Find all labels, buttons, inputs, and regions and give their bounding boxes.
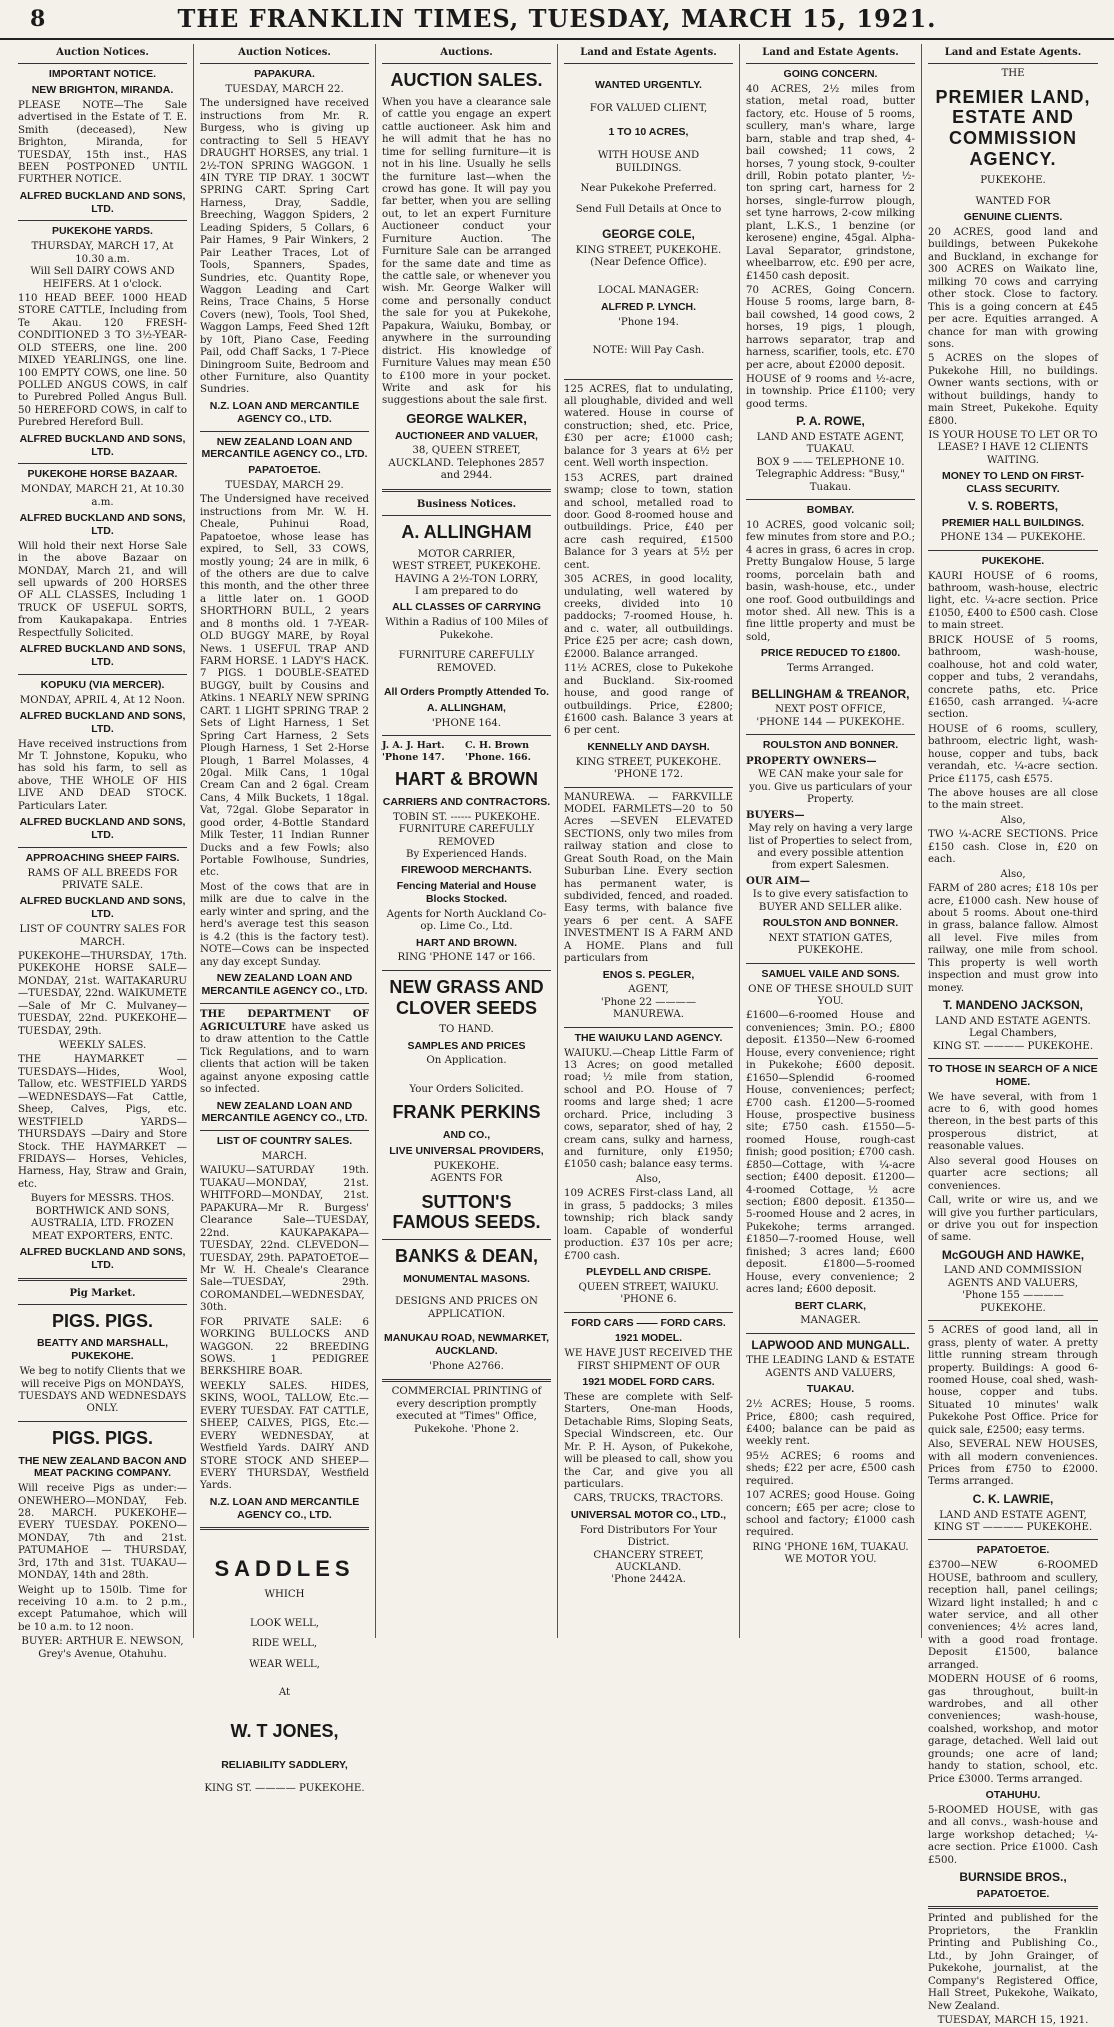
waiuku-text: WAIUKU.—Cheap Little Farm of 13 Acres; on good metalled road; ½ mile from station, school and P.O. House of 7 rooms and large shed; 1 acre orchard. Price, including 3 cows, separator, shed of hay, 2 cream cans, sulky and harness, and furniture, only £1950; £1050 cash; balance easy terms.: [564, 1047, 733, 1171]
roberts-name: V. S. ROBERTS,: [967, 498, 1059, 513]
page-number: 8: [30, 6, 46, 32]
perkins-name: FRANK PERKINS: [392, 1102, 541, 1123]
section-heading: Auctions.: [382, 44, 551, 64]
auctioneer-name: ALFRED BUCKLAND AND SONS, LTD.: [19, 643, 186, 668]
papatoetoe-title: PAPATOETOE.: [248, 464, 321, 477]
loan-agency: N.Z. LOAN AND MERCANTILE AGENCY CO., LTD.: [209, 1495, 360, 1521]
banks-phone: 'Phone A2766.: [429, 1360, 504, 1372]
hart-signature: HART AND BROWN.: [415, 936, 518, 949]
perkins-sutton: SUTTON'S FAMOUS SEEDS.: [392, 1191, 541, 1233]
hart-fencing: Fencing Material and House Blocks Stocked.: [396, 880, 537, 905]
cole-street: KING STREET, PUKEKOHE.: [575, 244, 722, 256]
allingham-name: A. ALLINGHAM: [401, 521, 532, 542]
premier-genuine: GENUINE CLIENTS.: [963, 211, 1063, 224]
acres-5-listing: 5 ACRES of good land, all in grass, plenty of water. A pretty little running stream through property. Buildings: A good 6-roomed House, coal shed, wash-house, copper and tubs. Situated 10 minutes' walk Pukekohe Post Office. Price for quick sale, £2500; easy terms.: [928, 1325, 1098, 1436]
clark-name: BERT CLARK,: [794, 1299, 867, 1312]
allingham-phone: 'PHONE 164.: [431, 717, 502, 729]
roberts-building: PREMIER HALL BUILDINGS.: [941, 516, 1085, 529]
kopuku-date: MONDAY, APRIL 4, At 12 Noon.: [19, 694, 186, 706]
hart-address: TOBIN ST. ------ PUKEKOHE.: [392, 811, 540, 823]
going-concern-40-acres: 40 ACRES, 2½ miles from station, metal road, butter factory, etc. House of 5 rooms, scullery, man's whare, large barn, stable and trap shed, 4-bail cowshed; 11 cows, 2 horses, 7 young stock, 9-coulter drill, Robin potato planter, ½-ton spring cart, harness for 2 horses, single-furrow plough, set tyne harrows, 2-cow milking plant, L.K.S., 1 benzine (or kerosene) engine, 45gal. Alpha-Laval Separator, grindstone, wheelbarrow, etc. £90 per acre, £1450 cash deposit.: [746, 83, 915, 282]
owners-title: PROPERTY OWNERS—: [746, 754, 877, 767]
weekly-sales-title: WEEKLY SALES.: [58, 1040, 147, 1051]
yards-intro: Will Sell DAIRY COWS AND HEIFERS. At 1 o'clock.: [30, 266, 175, 290]
aim-text: Is to give every satisfaction to BUYER AND SELLER alike.: [752, 889, 909, 913]
country-sales-title: LIST OF COUNTRY SALES FOR MARCH.: [19, 924, 186, 948]
lawrie-address: KING ST ———— PUKEKOHE.: [933, 1521, 1093, 1533]
imprint-text: Printed and published for the Proprietors, the Franklin Printing and Publishing Co., Ltd., by John Grainger, of Pukekohe, journalist, at the Company's Registered Office, Hall Street, Pukekohe, Waikato, New Zealand.: [928, 1913, 1098, 2012]
newspaper-page: [12, 44, 1106, 2026]
column-1: [12, 44, 194, 1660]
kopuku-title: KOPUKU (VIA MERCER).: [40, 678, 165, 691]
hart-right: C. H. Brown 'Phone. 166.: [464, 739, 531, 763]
jones-tagline: RELIABILITY SADDLERY,: [221, 1759, 348, 1772]
premier-money: MONEY TO LEND ON FIRST-CLASS SECURITY.: [942, 470, 1084, 496]
modern-house: MODERN HOUSE of 6 rooms, gas throughout, built-in wardrobes, and all other conveniences; wash-house, coalshed, workshop, and motor garage, detached. Well laid out grounds; one acre of land; handy to station, school, etc. Price £3000. Terms arranged.: [928, 1674, 1098, 1785]
papatoetoe-text: The Undersigned have received instructions from Mr. W. H. Cheale, Puhinui Road, Papatoetoe, whose lease has expired, to Sell, 33 COWS, mostly young; 24 are in milk, 6 of the others are due to calve this month, and the other three a little later on. 1 GOOD SHORTHORN BULL, 2 years and 8 months old. 1 7-YEAR-OLD BUGGY MARE, by Royal News. 1 USEFUL TRAP AND FARM HORSE. 1 LADY'S HACK. 7 PIGS. 1 DOUBLE-SEATED BUGGY, built by Cousins and Atkins. 1 NEARLY NEW SPRING CART. 1 LIGHT SPRING TRAP. 2 Sets of Light Harness, 1 Set Spring Cart Harness, 2 Sets Plough Harness, 1 Set 2-Horse Plough, 1 Barrel Molasses, 4 20gal. Milk Cans, 1 10gal Cream Can and 2 6gal. Cream Cans, 4 Milk Buckets, 1 18gal. Vat, 72gal. Globe Separator in good order, 4-Bottle Standard Milk Tester, 11 Indian Runner Ducks and a few Fowls; also Portable Fowlhouse, Sundries, etc.: [200, 494, 369, 879]
lapwood-name: LAPWOOD AND MUNGALL.: [751, 1337, 910, 1352]
lynch-phone: 'Phone 194.: [618, 316, 679, 328]
house-6-rooms: HOUSE of 6 rooms, scullery, bathroom, electric light, wash-house, copper and tubs, back verandah, etc. ¼-acre section. Price £1175, cash £575.: [928, 723, 1098, 785]
allingham-radius: Within a Radius of 100 Miles of Pukekohe.: [385, 617, 548, 641]
seeds-application: On Application.: [426, 1055, 507, 1067]
notice-text: PLEASE NOTE—The Sale advertised in the Estate of T. E. Smith (deceased), New Brighton, Miranda, for TUESDAY, 15th inst., HAS BEEN POSTPONED UNTIL FURTHER NOTICE.: [18, 99, 187, 186]
kennelly-phone: 'PHONE 172.: [613, 769, 684, 781]
pegler-name: ENOS S. PEGLER,: [602, 968, 695, 981]
pigs-title-2: PIGS. PIGS.: [51, 1427, 154, 1448]
buyers-text: May rely on having a very large list of Properties to select from, and every possible attention from expert Salesmen.: [748, 823, 913, 872]
hart-title: HART & BROWN: [395, 769, 538, 790]
premier-wanted: WANTED FOR: [975, 195, 1051, 207]
rowe-name: P. A. ROWE,: [796, 414, 865, 429]
going-concern-70-acres: 70 ACRES, Going Concern. House 5 rooms, large barn, 8-bail cowshed, 14 good cows, 2 horses, 19 pigs, 1 plough, harrows separator, trap and harness, scarifier, tools, etc. £70 per acre, about £2000 deposit.: [746, 284, 915, 371]
business-notices-heading: Business Notices.: [382, 496, 551, 516]
universal-phone: 'Phone 2442A.: [611, 1574, 686, 1586]
allingham-carrying: ALL CLASSES OF CARRYING: [392, 601, 541, 614]
premier-town: PUKEKOHE.: [980, 175, 1046, 187]
papatoetoe-note: Most of the cows that are in milk are due to calve in the early winter and spring, and the herd's average test this season is 4.2 (this is the factory test). NOTE—Cows can be inspected any day except Sunday.: [200, 881, 369, 968]
perkins-agents: AGENTS FOR: [430, 1173, 503, 1185]
bellingham-phone: 'PHONE 144 — PUKEKOHE.: [756, 716, 905, 728]
universal-role: Ford Distributors For Your District.: [580, 1524, 717, 1549]
universal-city: AUCKLAND.: [615, 1561, 682, 1573]
banks-designs: DESIGNS AND PRICES ON APPLICATION.: [395, 1296, 538, 1320]
papatoetoe-house: £3700—NEW 6-ROOMED HOUSE, bathroom and scullery, reception hall, panel ceilings; Wizard light installed; h and c water service, and all other conveniences; 4½ acres land, with a good road frontage. Deposit £1500, balance arranged.: [928, 1560, 1098, 1671]
papatoetoe-title: PAPATOETOE.: [976, 1544, 1050, 1557]
auction-sales-title: AUCTION SALES.: [390, 70, 543, 91]
vaile-name: SAMUEL VAILE AND SONS.: [761, 967, 900, 980]
pleydell-name: PLEYDELL AND CRISPE.: [586, 1265, 711, 1278]
seeds-orders: Your Orders Solicited.: [409, 1083, 524, 1095]
roulston-next: NEXT STATION GATES,: [768, 932, 893, 944]
loan-agency: N.Z. LOAN AND MERCANTILE AGENCY CO., LTD.: [209, 399, 360, 425]
burnside-name: BURNSIDE BROS.,: [959, 1870, 1067, 1885]
section-heading: Auction Notices.: [200, 44, 369, 64]
section-heading: Land and Estate Agents.: [746, 44, 915, 64]
section-heading: Land and Estate Agents.: [564, 44, 733, 64]
wanted-near: Near Pukekohe Preferred.: [580, 183, 717, 195]
rowe-telegraph: Telegraphic Address: "Busy," Tuakau.: [756, 469, 905, 493]
two-sections: TWO ¼-ACRE SECTIONS. Price £150 cash. Close in, £20 on each.: [928, 829, 1098, 866]
loan-agency-full: NEW ZEALAND LOAN AND MERCANTILE AGENCY CO., LTD.: [201, 1099, 368, 1125]
jackson-address: KING ST. ———— PUKEKOHE.: [932, 1040, 1094, 1052]
premier-the: THE: [1001, 68, 1025, 80]
papakura-date: TUESDAY, MARCH 22.: [225, 83, 344, 95]
dept-title: THE DEPARTMENT OF AGRICULTURE: [200, 1007, 369, 1033]
saddles-which: WHICH: [264, 1589, 305, 1601]
saddles-wear: WEAR WELL,: [249, 1658, 320, 1670]
saddles-at: At: [278, 1687, 291, 1698]
saddles-ride: RIDE WELL,: [251, 1638, 318, 1650]
close-note: The above houses are all close to the main street.: [928, 788, 1098, 812]
lapwood-town: TUAKAU.: [806, 1383, 855, 1396]
ford-received: WE HAVE JUST RECEIVED THE FIRST SHIPMENT OF OUR: [564, 1348, 733, 1372]
listing-153-acres: 153 ACRES, part drained swamp; close to town, station and school, metalled road to door. Good 8-roomed house and outbuildings. Price, £40 per acre cash required, £1500 Balance for 3 years at 5½ per cent.: [564, 472, 733, 571]
allingham-prepared: I am prepared to do: [414, 585, 519, 597]
bombay-title: BOMBAY.: [806, 504, 855, 517]
bacon-text: Will receive Pigs as under:— ONEWHERO—MONDAY, Feb. 28. MARCH. PUKEKOHE—EVERY TUESDAY. POKENO—MONDAY, 7th and 21st. PATUMAHOE — THURSDAY, 3rd, 17th and 31st. TUAKAU—MONDAY, 14th and 28th.: [18, 1483, 187, 1582]
masthead: [0, 0, 1114, 40]
listing-305-acres: 305 ACRES, in good locality, undulating, well watered by creeks, divided into 10 paddocks; 7-roomed House, h. and c. water, all outbuildings. Price £25 per acre; cash down, £2000. Balance arranged.: [564, 574, 733, 660]
ford-model: 1921 MODEL.: [614, 1332, 683, 1345]
kennelly-name: KENNELLY AND DAYSH.: [587, 740, 710, 753]
wanted-title: WANTED URGENTLY.: [595, 79, 702, 92]
weekly-sales-text: THE HAYMARKET — TUESDAYS—Hides, Wool, Tallow, etc. WESTFIELD YARDS —WEDNESDAYS—Fat Cattle, Sheep, Calves, Pigs, etc. WESTFIELD YARDS— THURSDAYS —Dairy and Store Stock. THE HAYMARKET — FRIDAYS— Horses, Vehicles, Harness, Hay, Straw and Grain, etc.: [18, 1054, 187, 1190]
lynch-name: ALFRED P. LYNCH.: [600, 300, 697, 313]
listing-125-acres: 125 ACRES, flat to undulating, all ploughable, divided and well watered. House in course of construction; shed, etc. Price, £30 per acre; £1000 cash; balance for 3 years at 6½ per cent. Well worth inspection.: [564, 383, 733, 470]
bacon-company: THE NEW ZEALAND BACON AND MEAT PACKING COMPANY.: [18, 1454, 187, 1480]
premier-title: PREMIER LAND, ESTATE AND COMMISSION AGENCY.: [935, 86, 1091, 169]
clark-role: MANAGER.: [800, 1315, 861, 1327]
kopuku-text: Have received instructions from Mr T. Johnstone, Kopuku, who has sold his farm, to sell as above, THE WHOLE OF HIS LIVE AND DEAD STOCK. Particulars Later.: [18, 738, 187, 812]
column-4: [558, 44, 740, 1638]
bombay-price: PRICE REDUCED TO £1800.: [760, 647, 901, 660]
wanted-acres: 1 TO 10 ACRES,: [608, 126, 689, 139]
going-concern-title: GOING CONCERN.: [783, 68, 878, 81]
manurewa-text: MANUREWA. — FARKVILLE MODEL FARMLETS—20 to 50 Acres —SEVEN ELEVATED SECTIONS, only two miles from railway station and close to Great South Road, on the Main Suburban Line. Every section has permanent water, is subdivided, fenced, and roaded. Easy terms, with balance five years 6 per cent. A SAFE INVESTMENT IS A FARM AND A HOME. Plans and full particulars from: [564, 791, 733, 965]
perkins-town: PUKEKOHE.: [433, 1160, 500, 1172]
hart-furniture: FURNITURE CAREFULLY REMOVED: [398, 824, 535, 848]
saddles-title: SADDLES: [214, 1556, 355, 1582]
column-2: [194, 44, 376, 1794]
wanted-house: WITH HOUSE AND BUILDINGS.: [597, 150, 700, 174]
auctioneer-name: ALFRED BUCKLAND AND SONS, LTD.: [19, 1246, 186, 1271]
otahuhu-title: OTAHUHU.: [985, 1789, 1041, 1802]
roulston-signature: ROULSTON AND BONNER.: [762, 917, 899, 930]
jackson-name: T. MANDENO JACKSON,: [942, 998, 1083, 1013]
weekly-sales-text: WEEKLY SALES. HIDES, SKINS, WOOL, TALLOW, Etc.—EVERY TUESDAY. FAT CATTLE, SHEEP, CALVES, PIGS, Etc.—EVERY WEDNESDAY, at Westfield Yards. DAIRY AND STORE STOCK AND SHEEP—EVERY THURSDAY, Westfield Yards.: [200, 1380, 369, 1492]
dept-text: have asked us to draw attention to the Cattle Tick Regulations, and to warn clients that action will be taken against anyone exposing cattle so infected.: [200, 1022, 369, 1096]
nice-home-also: Also several good Houses on quarter acre sections; all conveniences.: [928, 1155, 1098, 1192]
burnside-town: PAPATOETOE.: [976, 1887, 1050, 1900]
nice-home-text: We have several, with from 1 acre to 6, with good homes thereon, in the best parts of this prosperous district, at reasonable values.: [928, 1091, 1098, 1153]
universal-street: CHANCERY STREET,: [593, 1549, 704, 1561]
pigs-title: PIGS. PIGS.: [51, 1310, 154, 1331]
cole-name: GEORGE COLE,: [602, 226, 695, 241]
pegler-phone: 'Phone 22 ———— MANUREWA.: [600, 996, 697, 1021]
hart-firewood: FIREWOOD MERCHANTS.: [401, 864, 532, 877]
mcgough-name: McGOUGH AND HAWKE,: [941, 1247, 1085, 1262]
newspaper-title: THE FRANKLIN TIMES, TUESDAY, MARCH 15, 1921.: [177, 4, 937, 33]
pleydell-phone: 'PHONE 6.: [620, 1294, 677, 1306]
hart-hands: By Experienced Hands.: [406, 848, 527, 860]
ford-model-line: 1921 MODEL FORD CARS.: [582, 1376, 715, 1389]
auctioneer-name: ALFRED BUCKLAND AND SONS, LTD.: [19, 189, 186, 215]
auctioneer-name: ALFRED BUCKLAND AND SONS, LTD.: [19, 432, 186, 458]
perkins-role: LIVE UNIVERSAL PROVIDERS,: [389, 1144, 544, 1157]
loan-agency-full: NEW ZEALAND LOAN AND MERCANTILE AGENCY CO., LTD.: [201, 435, 368, 461]
pukekohe-title: PUKEKOHE.: [981, 554, 1045, 567]
lapwood-listing-1: 2½ ACRES; House, 5 rooms. Price, £800; cash required, £400; balance can be paid as weekly rent.: [746, 1399, 915, 1448]
papakura-title: PAPAKURA.: [254, 68, 315, 81]
cole-near: (Near Defence Office).: [590, 257, 707, 269]
wanted-send: Send Full Details at Once to: [575, 203, 722, 215]
buyers-title: BUYERS—: [746, 808, 805, 821]
listing-11-acres: 11½ ACRES, close to Pukekohe and Buckland. Six-roomed house, and good range of outbuildings. Price, £2800; £1600 cash. Balance 3 years at 6 per cent.: [564, 663, 733, 737]
allingham-address: WEST STREET, PUKEKOHE.: [392, 561, 541, 573]
yards-date: THURSDAY, MARCH 17, At 10.30 a.m.: [31, 241, 174, 265]
pigs-text: We beg to notify Clients that we will receive Pigs on MONDAYS, TUESDAYS AND WEDNESDAYS ONLY.: [18, 1366, 187, 1415]
auctioneer-name: ALFRED BUCKLAND AND SONS, LTD.: [19, 895, 186, 921]
pig-market-heading: Pig Market.: [18, 1285, 187, 1305]
lapwood-listing-3: 107 ACRES; good House. Going concern; £65 per acre; close to school and factory; £1000 cash required.: [746, 1490, 915, 1539]
several-houses: Also, SEVERAL NEW HOUSES, with all modern conveniences. Prices from £750 to £2000. Terms arranged.: [928, 1439, 1098, 1488]
banks-role: MONUMENTAL MASONS.: [403, 1272, 530, 1285]
bellingham-next: NEXT POST OFFICE,: [775, 704, 886, 716]
bombay-terms: Terms Arranged.: [786, 663, 875, 675]
yards-list: 110 HEAD BEEF. 1000 HEAD STORE CATTLE, Including from Te Akau. 120 FRESH-CONDITIONED 3 TO 3½-YEAR-OLD STEERS, one line. 200 MIXED YEARLINGS, one line. 100 EMPTY COWS, one line. 50 POLLED ANGUS COWS, in calf to Purebred Polled Angus Bull. 50 HEREFORD COWS, in calf to Purebred Hereford Bull.: [18, 292, 187, 429]
perkins-co: AND CO.,: [442, 1129, 491, 1142]
bacon-weight: Weight up to 150lb. Time for receiving 10 a.m. to 2 p.m., except Patumahoe, which will be 10 a.m. to 12 noon.: [18, 1584, 187, 1633]
allingham-lorry: HAVING A 2½-TON LORRY,: [394, 573, 539, 585]
section-heading: Auction Notices.: [18, 44, 187, 64]
lawrie-name: C. K. LAWRIE,: [972, 1491, 1054, 1506]
rowe-box: BOX 9 —— TELEPHONE 10.: [756, 456, 905, 468]
ford-title: FORD CARS —— FORD CARS.: [571, 1316, 726, 1329]
going-concern-house: HOUSE of 9 rooms and ½-acre, in township. Price £1100; very good terms.: [746, 374, 915, 410]
mcgough-role: LAND AND COMMISSION AGENTS AND VALUERS,: [943, 1265, 1083, 1289]
hart-agents: Agents for North Auckland Co-op. Lime Co., Ltd.: [386, 908, 547, 933]
country-sales-text: WAIUKU—SATURDAY 19th. TUAKAU—MONDAY, 21st. WHITFORD—MONDAY, 21st. PAPAKURA—Mr R. Burgess' Clearance Sale—TUESDAY, 22nd. KAUKAPAKAPA—TUESDAY, 22nd. CLEVEDON—TUESDAY, 29th. PAPATOETOE—Mr W. H. Cheale's Clearance Sale—TUESDAY, 29th. COROMANDEL—WEDNESDAY, 30th.: [200, 1165, 369, 1314]
mcgough-phone: 'Phone 155 ———— PUKEKOHE.: [962, 1290, 1064, 1314]
yards-title: PUKEKOHE YARDS.: [52, 225, 153, 238]
rowe-role: LAND AND ESTATE AGENT, TUAKAU.: [756, 431, 905, 456]
brick-house: BRICK HOUSE of 5 rooms, bathroom, wash-house, coalhouse, hot and cold water, copper and tubs, 2 verandahs, concrete paths, etc. Price £1650, cash arranged. ¼-acre section.: [928, 634, 1098, 721]
hart-ring: RING 'PHONE 147 or 166.: [397, 952, 536, 964]
loan-agency-full: NEW ZEALAND LOAN AND MERCANTILE AGENCY CO., LTD.: [201, 971, 368, 997]
auctioneer-name: ALFRED BUCKLAND AND SONS, LTD.: [19, 512, 186, 537]
otahuhu-house: 5-ROOMED HOUSE, with gas and all convs., wash-house and large workshop detached; ¼-acre section. Price £1000. Cash £500.: [928, 1804, 1098, 1866]
hart-left: J. A. J. Hart. 'Phone 147.: [382, 739, 445, 763]
lawrie-role: LAND AND ESTATE AGENT,: [939, 1509, 1087, 1521]
premier-5-acres: 5 ACRES on the slopes of Pukekohe Hill, no buildings. Owner wants sections, with or without buildings, handy to main Street, Pukekohe. Equity £800.: [928, 353, 1098, 427]
universal-name: UNIVERSAL MOTOR CO., LTD.,: [570, 1508, 727, 1521]
premier-20-acres: 20 ACRES, good land and buildings, between Pukekohe and Buckland, in exchange for 300 ACRES on Waikato line, milking 70 cows and carrying other stock. Close to factory. This is a going concern at £45 per acre. Equities arranged. A chance for man with growing sons.: [928, 227, 1098, 350]
pigs-firm: BEATTY AND MARSHALL, PUKEKOHE.: [36, 1337, 169, 1363]
lapwood-motor: WE MOTOR YOU.: [784, 1554, 877, 1566]
bacon-buyer: BUYER: ARTHUR E. NEWSON, Grey's Avenue, Otahuhu.: [21, 1636, 184, 1660]
column-6: [922, 44, 1104, 2026]
allingham-orders: All Orders Promptly Attended To.: [383, 685, 550, 698]
jones-name: W. T JONES,: [230, 1721, 339, 1742]
seeds-title: NEW GRASS AND CLOVER SEEDS: [389, 976, 544, 1018]
walker-name: GEORGE WALKER,: [406, 410, 527, 426]
note-cash: NOTE: Will Pay Cash.: [592, 345, 705, 357]
nice-home-call: Call, write or wire us, and we will give you further particulars, or drive you out for inspection of same.: [928, 1195, 1098, 1244]
also-label-2: Also,: [1000, 868, 1026, 880]
owners-text: WE CAN make your sale for you. Give us particulars of your Property.: [749, 769, 912, 806]
saddles-look: LOOK WELL,: [250, 1617, 319, 1629]
ford-text: These are complete with Self-Starters, One-man Hoods, Detachable Rims, Sloping Seats, Special Windscreen, etc. Our Mr. P. H. Ayson, of Pukekohe, will be pleased to call, show you the Car, and give you all particulars.: [564, 1391, 733, 1490]
auctioneer-name: ALFRED BUCKLAND AND SONS, LTD.: [19, 816, 186, 841]
imprint-date: TUESDAY, MARCH 15, 1921.: [937, 2014, 1089, 2026]
auctioneer-name: ALFRED BUCKLAND AND SONS, LTD.: [19, 709, 186, 735]
column-5: [740, 44, 922, 1638]
seeds-samples: SAMPLES AND PRICES: [407, 1039, 526, 1052]
bazaar-title: PUKEKOHE HORSE BAZAAR.: [27, 468, 178, 481]
section-heading: Land and Estate Agents.: [928, 44, 1098, 64]
allingham-role: MOTOR CARRIER,: [417, 548, 516, 560]
vaile-suit: ONE OF THESE SHOULD SUIT YOU.: [748, 983, 913, 1008]
notice-title: IMPORTANT NOTICE.: [48, 68, 157, 81]
notice-place: NEW BRIGHTON, MIRANDA.: [31, 83, 174, 96]
local-manager: LOCAL MANAGER:: [597, 285, 699, 297]
column-3: [376, 44, 558, 1638]
jones-address: KING ST. ———— PUKEKOHE.: [204, 1782, 365, 1794]
vaile-list: £1600—6-roomed House and conveniences; 3min. P.O.; £800 deposit. £1350—New 6-roomed House, every convenience; right in Pukekohe; £600 deposit. £1650—Splendid 6-roomed House, conveniences; perfect; £700 cash. £1200—5-roomed House, prospective business site; £750 cash. £1550—5-roomed House, rough-cast finish; good position; £700 cash. £850—Cottage, with ¼-acre section; £400 deposit. £1200—4-roomed Cottage, ½ acre section; £800 deposit. £1350—5-roomed House and 2 acres, in Pukekohe; terms arranged. £1850—7-roomed House, well finished; 3 acres land; £600 deposit. £1800—5-roomed House, every convenience; 2 acres land; £600 deposit.: [746, 1010, 915, 1296]
waiuku-also: Also,: [635, 1173, 662, 1185]
lapwood-listing-2: 95½ ACRES; 6 rooms and sheds; £22 per acre, £500 cash required.: [746, 1450, 915, 1487]
seeds-hand: TO HAND.: [439, 1024, 494, 1036]
fairs-title: APPROACHING SHEEP FAIRS.: [25, 851, 180, 864]
roberts-phone: PHONE 134 — PUKEKOHE.: [940, 532, 1086, 544]
walker-role: AUCTIONEER AND VALUER,: [395, 429, 538, 442]
private-sale-text: FOR PRIVATE SALE: 6 WORKING BULLOCKS AND WAGGON. 22 BREEDING SOWS. 1 PEDIGREE BERKSHIRE BOAR.: [200, 1316, 369, 1378]
premier-let: IS YOUR HOUSE TO LET OR TO LEASE? I HAVE 12 CLIENTS WAITING.: [928, 430, 1098, 466]
country-sales-title: LIST OF COUNTRY SALES.: [216, 1135, 353, 1148]
pegler-role: AGENT,: [628, 984, 669, 996]
banks-address: MANUKAU ROAD, NEWMARKET, AUCKLAND.: [383, 1332, 550, 1358]
also-label: Also,: [1000, 814, 1026, 826]
hart-role: CARRIERS AND CONTRACTORS.: [382, 795, 551, 808]
jackson-role: LAND AND ESTATE AGENTS.: [935, 1015, 1091, 1027]
lapwood-role: THE LEADING LAND & ESTATE AGENTS AND VALUERS,: [746, 1355, 915, 1379]
roulston-title: ROULSTON AND BONNER.: [762, 739, 899, 752]
country-sales-text: PUKEKOHE—THURSDAY, 17th. PUKEKOHE HORSE SALE—MONDAY, 21st. WAITAKARURU—TUESDAY, 22nd. WAIKUMETE—Sale of Mr C. Mulvaney—TUESDAY, 22nd. PUKEKOHE—TUESDAY, 29th.: [18, 950, 187, 1037]
papakura-text: The undersigned have received instructions from Mr. R. Burgess, who is giving up contracting to Sell 5 HEAVY DRAUGHT HORSES, any trial. 1 2½-TON SPRING WAGGON. 1 4IN TYRE TIP DRAY. 1 30CWT SPRING CART. Spring Cart Harness, Dray, Saddle, Breeching, Waggon Spiders, 2 Leading Spiders, 5 Collars, 6 Pair Hames, 9 Pair Winkers, 2 Pair Leather Traces, Lot of Tools, Spanners, Spades, Sundries, etc. Quantity Rope, Waggon Leading and Cart Reins, Trace Chains, 5 Horse Covers (new), Tools, Tool Shed, Waggon Lamps, Feed Shed 12ft by 10ft, Piano Case, Feeding Pail, odd Chaff Sacks, 1 7-Piece Diningroom Suite, Bedroom and other Furniture, also Quantity Sundries.: [200, 98, 369, 396]
auction-sales-text: When you have a clearance sale of cattle you engage an expert cattle auctioneer. Ask him and he will admit that he has no time for selling furniture—it is not in his line. Usually he sells the furniture last—when the crowd has gone. It will pay you far better, when you are selling out, to let an expert Furniture Auctioneer conduct your Furniture Auction. The Furniture Sale can be arranged for the same date and time as the cattle sale, or whenever you wish. Mr. George Walker will come and personally conduct the sale for you at Pukekohe, Papakura, Waiuku, Bombay, or anywhere in the surrounding district. His knowledge of Furniture Values may mean £50 to £100 more in your pocket. Write and ask for his suggestions about the sale first.: [382, 96, 551, 407]
nice-home-title: TO THOSE IN SEARCH OF A NICE HOME.: [928, 1062, 1098, 1088]
bombay-text: 10 ACRES, good volcanic soil; few minutes from store and P.O.; 4 acres in grass, 6 acres in crop. Pretty Bungalow House, 5 large rooms, porcelain bath and basin, wash-house, etc., under one roof. Good outbuildings and motor shed. All new. This is a fine little property and must be sold,: [746, 519, 915, 643]
pleydell-street: QUEEN STREET, WAIUKU.: [578, 1281, 719, 1293]
printing-notice: COMMERCIAL PRINTING of every description promptly executed at "Times" Office, Pukekohe. 'Phone 2.: [391, 1386, 542, 1435]
bellingham-name: BELLINGHAM & TREANOR,: [751, 686, 910, 701]
fairs-text: RAMS OF ALL BREEDS FOR PRIVATE SALE.: [27, 867, 178, 892]
bazaar-date: MONDAY, MARCH 21, At 10.30 a.m.: [20, 484, 185, 508]
allingham-signature: A. ALLINGHAM,: [427, 701, 506, 714]
jackson-legal: Legal Chambers,: [969, 1028, 1057, 1040]
bazaar-text: Will hold their next Horse Sale in the above Bazaar on MONDAY, March 21, and will sell upwards of 200 HORSES OF ALL CLASSES, Including 1 TRUCK OF USEFUL SORTS, from Kaukapakapa. Entries Respectfully Solicited.: [18, 540, 187, 639]
waiuku-agency-title: THE WAIUKU LAND AGENCY.: [574, 1031, 723, 1044]
wanted-for: FOR VALUED CLIENT,: [589, 102, 708, 114]
waiuku-109-acres: 109 ACRES First-class Land, all in grass, 5 paddocks; 3 miles township; rich black sandy loam. Capable of wonderful production. £37 10s per acre; £700 cash.: [564, 1188, 733, 1262]
papatoetoe-date: TUESDAY, MARCH 29.: [225, 479, 344, 491]
lapwood-ring: RING 'PHONE 16M, TUAKAU.: [752, 1541, 909, 1553]
allingham-furniture: FURNITURE CAREFULLY REMOVED.: [398, 650, 535, 674]
ford-list: CARS, TRUCKS, TRACTORS.: [573, 1493, 724, 1505]
country-sales-month: MARCH.: [261, 1151, 308, 1163]
kennelly-street: KING STREET, PUKEKOHE.: [575, 756, 722, 768]
roulston-town: PUKEKOHE.: [797, 945, 864, 957]
walker-address: 38, QUEEN STREET, AUCKLAND. Telephones 2857 and 2944.: [388, 445, 545, 482]
banks-name: BANKS & DEAN,: [394, 1245, 538, 1266]
kauri-house: KAURI HOUSE of 6 rooms, bathroom, wash-house, electric light, etc. ¼-acre section. Price £1050, £400 to £500 cash. Close to main street.: [928, 570, 1098, 632]
aim-title: OUR AIM—: [746, 874, 810, 887]
farm-280-acres: FARM of 280 acres; £18 10s per acre, £1000 cash. New house of about 5 rooms. About one-third in grass, balance fallow. Almost all level. Five miles from railway, one mile from school. This property is well worth inspection and must grow into money.: [928, 883, 1098, 994]
buyers-text: Buyers for MESSRS. THOS. BORTHWICK AND SONS, AUSTRALIA, LTD. FROZEN MEAT EXPORTERS, ENTC.: [30, 1193, 175, 1242]
